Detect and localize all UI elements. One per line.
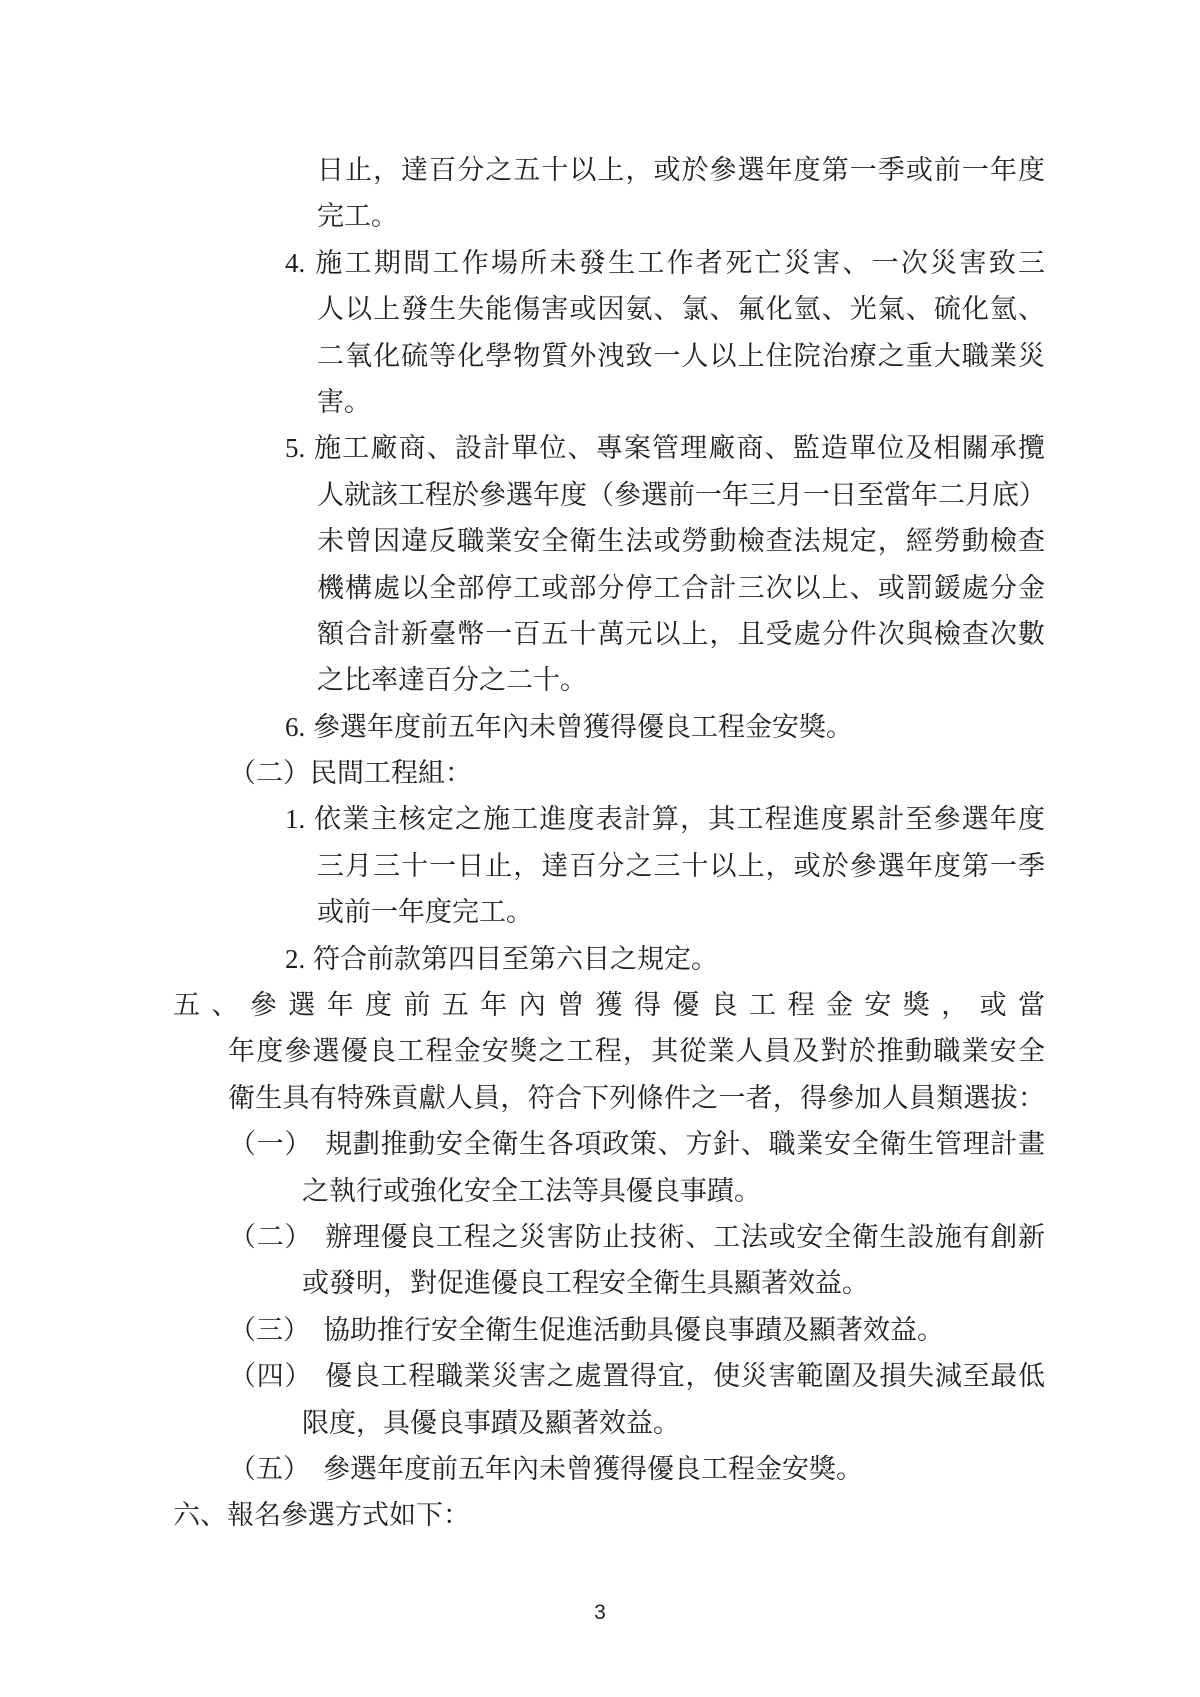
document-line	[285, 240, 1045, 286]
line-text: 民間工程組：	[310, 758, 472, 789]
line-text: 人以上發生失能傷害或因氨、氯、氟化氫、光氣、硫化氫、	[317, 294, 1045, 325]
list-marker: 5.	[285, 433, 306, 464]
page-number: 3	[594, 1601, 606, 1624]
document-line	[173, 982, 1045, 1028]
document-line	[285, 796, 1045, 842]
document-line	[285, 936, 1200, 982]
line-text: 之比率達百分之二十。	[317, 665, 587, 696]
document-line	[317, 193, 1200, 239]
line-text: 完工。	[317, 201, 398, 232]
line-text: 機構處以全部停工或部分停工合計三次以上、或罰鍰處分金	[317, 572, 1045, 603]
line-text: 害。	[317, 386, 371, 417]
document-body	[0, 147, 1200, 1539]
document-line	[229, 1353, 1045, 1399]
list-marker: （二）	[229, 758, 310, 789]
document-line	[317, 333, 1045, 379]
document-line	[317, 379, 1200, 425]
line-text: 年度參選優良工程金安獎之工程，其從業人員及對於推動職業安全	[228, 1036, 1045, 1067]
line-text: 參選年度前五年內未曾獲得優良工程金安獎。	[313, 711, 853, 742]
line-text: 之執行或強化安全工法等具優良事蹟。	[302, 1175, 761, 1206]
line-text: 協助推行安全衛生促進活動具優良事蹟及顯著效益。	[323, 1314, 944, 1345]
line-text: 依業主核定之施工進度表計算，其工程進度累計至參選年度	[313, 804, 1045, 835]
document-line	[317, 843, 1045, 889]
list-marker: （一）	[229, 1129, 313, 1160]
list-marker: （二）	[229, 1221, 313, 1252]
list-marker: （五）	[229, 1453, 310, 1484]
list-marker: 六、	[173, 1500, 227, 1531]
document-line	[317, 147, 1045, 193]
list-marker: 6.	[285, 711, 306, 742]
document-line	[302, 1400, 1200, 1446]
document-line	[317, 611, 1045, 657]
document-line	[317, 657, 1200, 703]
line-text: 額合計新臺幣一百五十萬元以上，且受處分件次與檢查次數	[317, 618, 1045, 649]
line-text: 日止，達百分之五十以上，或於參選年度第一季或前一年度	[317, 155, 1045, 185]
document-line	[317, 889, 1200, 935]
line-text: 辦理優良工程之災害防止技術、工法或安全衛生設施有創新	[325, 1221, 1046, 1252]
document-line	[228, 1028, 1045, 1074]
document-line	[285, 425, 1045, 471]
document-line	[229, 1121, 1045, 1167]
line-text: 限度，具優良事蹟及顯著效益。	[302, 1407, 680, 1438]
line-text: 報名參選方式如下：	[227, 1500, 470, 1531]
line-text: 參選年度前五年內未曾獲得優良工程金安獎。	[323, 1453, 863, 1484]
list-marker: （三）	[229, 1314, 310, 1345]
line-text: 施工期間工作場所未發生工作者死亡災害、一次災害致三	[313, 247, 1045, 278]
document-line	[229, 1446, 1200, 1492]
document-line	[317, 565, 1045, 611]
document-line	[229, 750, 1200, 796]
document-line	[302, 1260, 1200, 1306]
document-line	[317, 518, 1045, 564]
line-text: 優良工程職業災害之處置得宜，使災害範圍及損失減至最低	[325, 1361, 1046, 1392]
list-marker: （四）	[229, 1361, 313, 1392]
document-line	[317, 286, 1045, 332]
line-text: 施工廠商、設計單位、專案管理廠商、監造單位及相關承攬	[313, 433, 1045, 464]
document-line	[285, 704, 1200, 750]
line-text: 規劃推動安全衛生各項政策、方針、職業安全衛生管理計畫	[325, 1129, 1046, 1160]
list-marker: 2.	[285, 943, 306, 974]
line-text: 未曾因違反職業安全衛生法或勞動檢查法規定，經勞動檢查	[317, 526, 1045, 557]
line-text: 衛生具有特殊貢獻人員，符合下列條件之一者，得參加人員類選拔：	[228, 1082, 1045, 1113]
list-marker: 1.	[285, 804, 306, 835]
line-text: 或發明，對促進優良工程安全衛生具顯著效益。	[302, 1268, 869, 1299]
document-line	[302, 1168, 1200, 1214]
line-text: 人就該工程於參選年度（參選前一年三月一日至當年二月底）	[317, 479, 1046, 510]
document-line	[229, 1307, 1200, 1353]
document-line	[228, 1075, 1045, 1121]
line-text: 或前一年度完工。	[317, 897, 533, 928]
line-text: 三月三十一日止，達百分之三十以上，或於參選年度第一季	[317, 850, 1045, 881]
list-marker: 4.	[285, 247, 306, 278]
list-marker: 五、	[173, 990, 250, 1021]
document-line	[317, 472, 1045, 518]
line-text: 符合前款第四目至第六目之規定。	[313, 943, 718, 974]
line-text: 參選年度前五年內曾獲得優良工程金安獎，或當	[249, 990, 1046, 1021]
line-text: 二氧化硫等化學物質外洩致一人以上住院治療之重大職業災	[317, 340, 1045, 371]
document-line	[229, 1214, 1045, 1260]
document-line	[173, 1492, 1200, 1538]
